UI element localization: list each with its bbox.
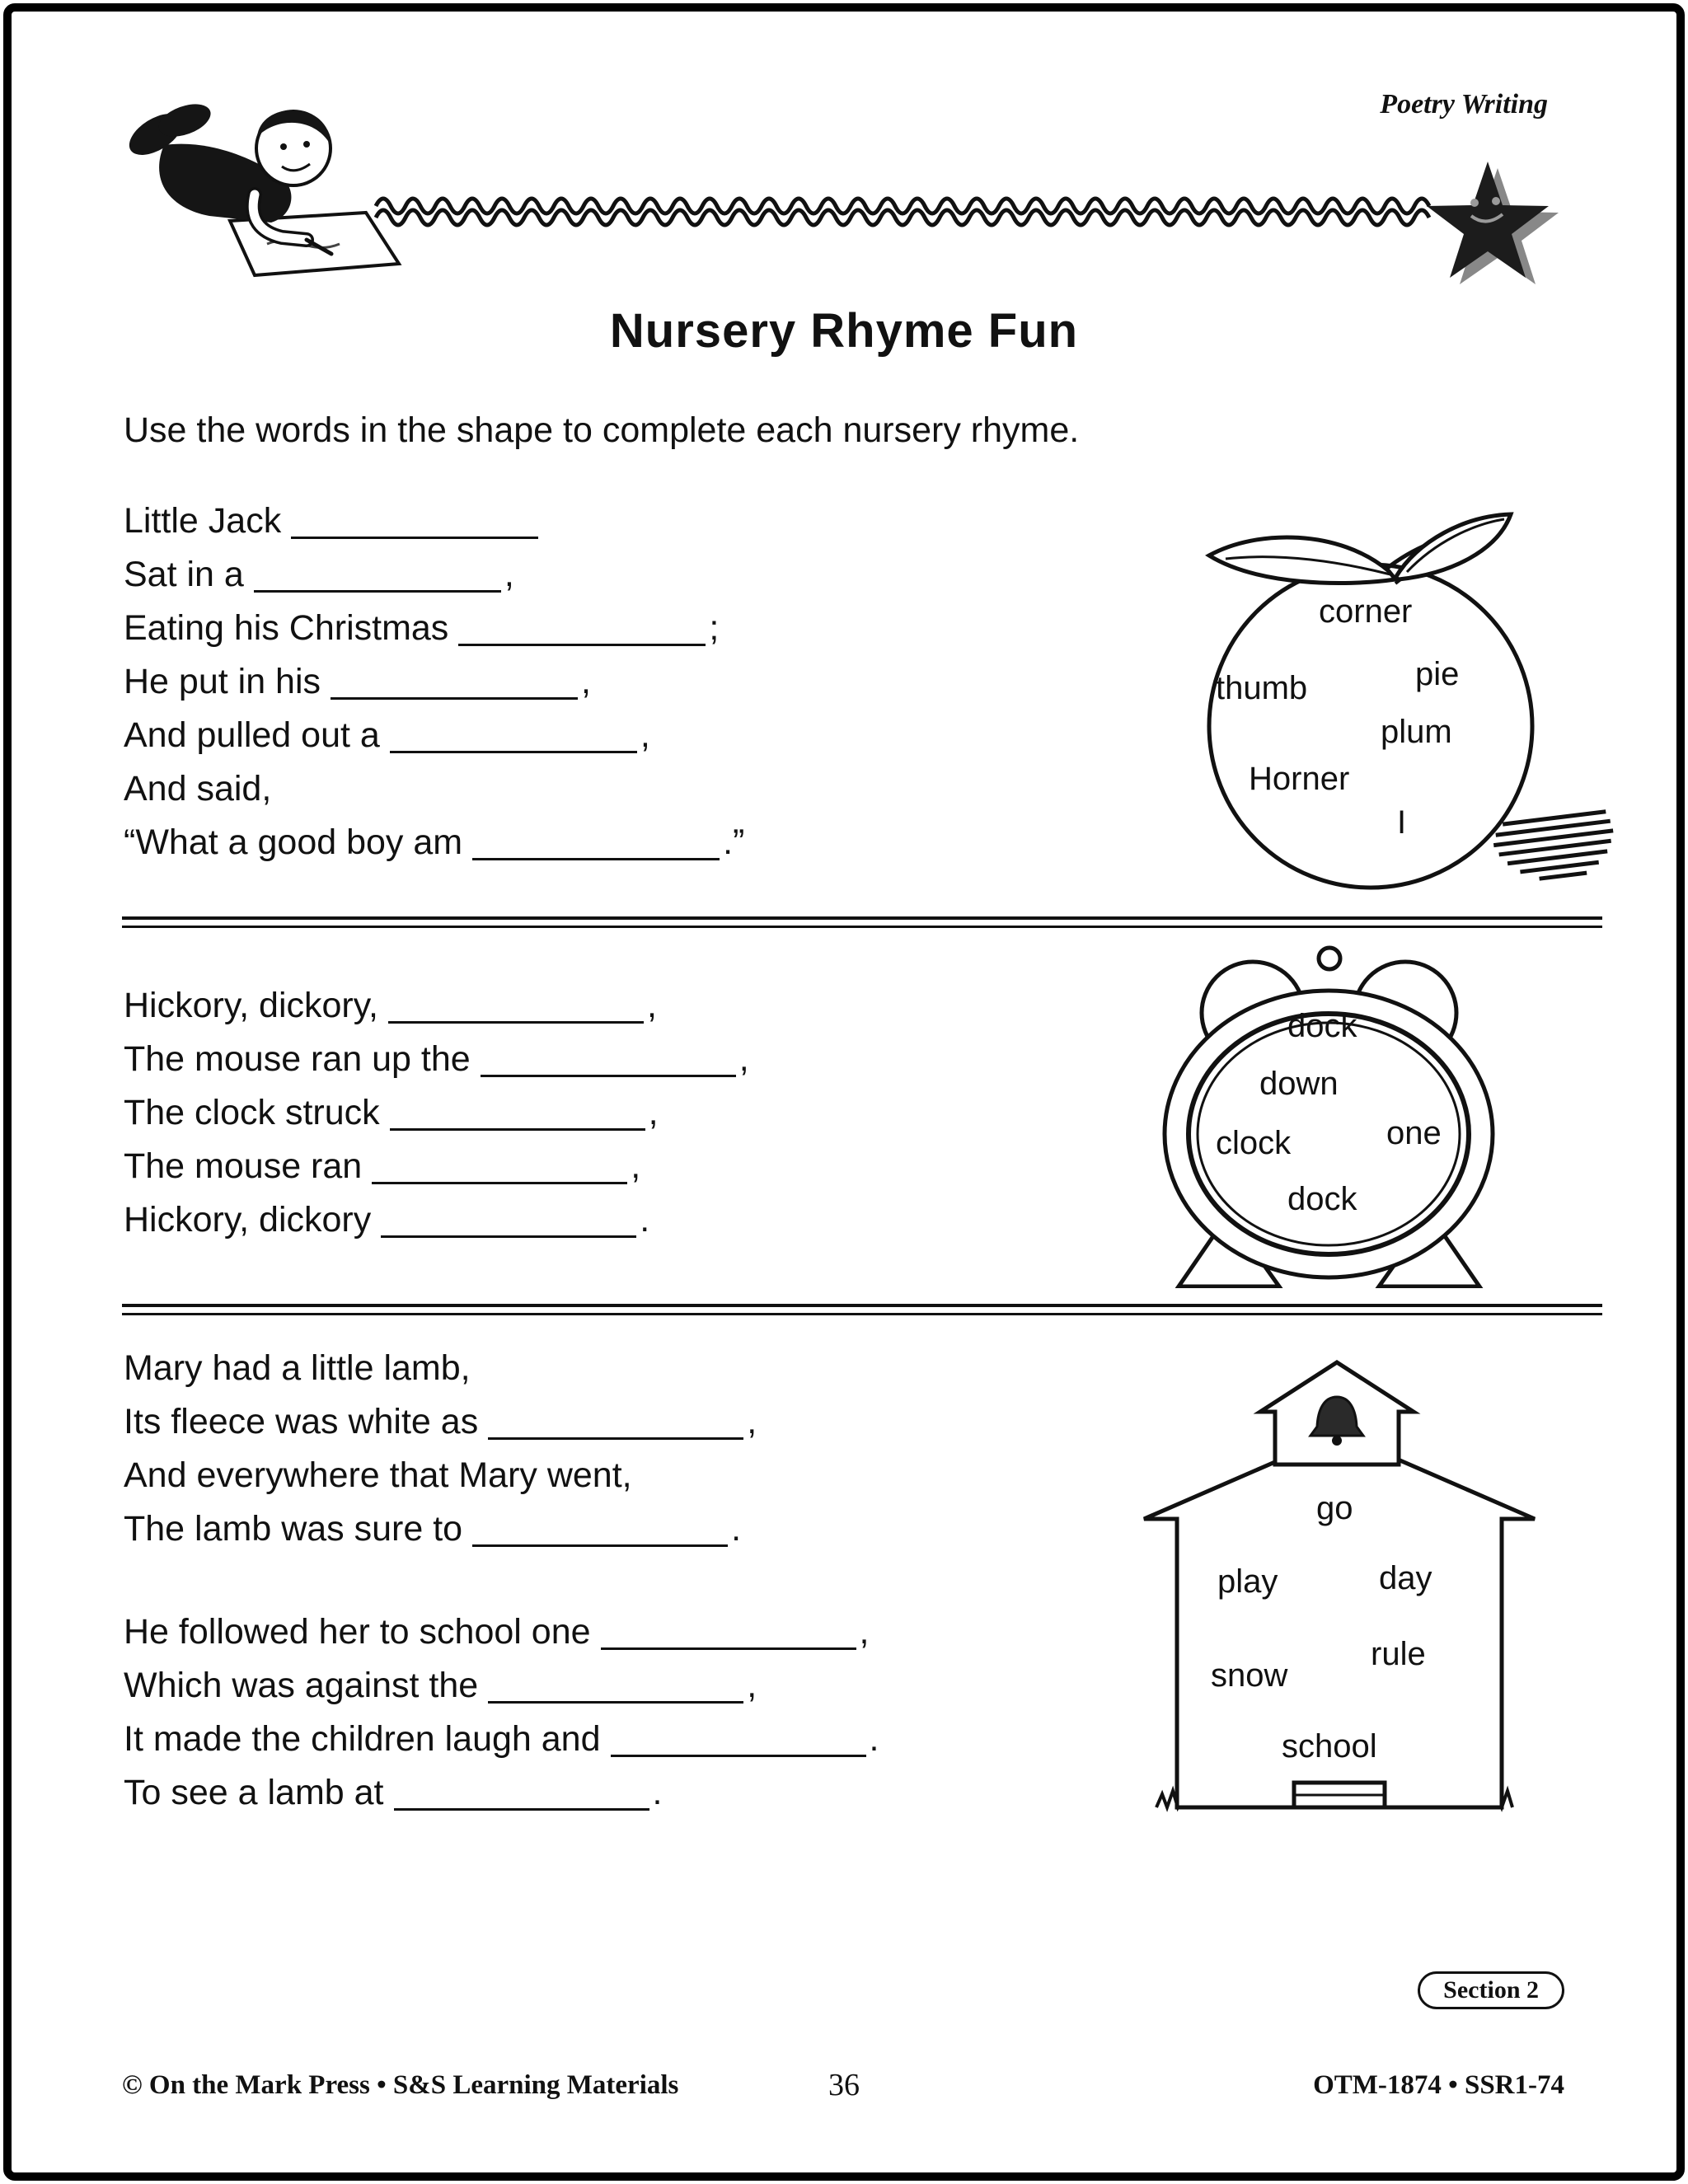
section-header-label: Poetry Writing [1380, 89, 1548, 120]
word-bank-word: play [1217, 1563, 1278, 1600]
word-bank-word: go [1316, 1490, 1353, 1526]
rhyme-line: Its fleece was white as , [124, 1402, 757, 1441]
word-bank-word: pie [1415, 656, 1460, 692]
fill-in-blank [611, 1719, 866, 1757]
rhyme-hickory-text [124, 979, 749, 1247]
word-bank-word: dock [1287, 1181, 1357, 1217]
plum-shape [1133, 493, 1615, 901]
fill-in-blank [472, 1509, 728, 1547]
fill-in-blank [390, 715, 637, 753]
word-bank-word: school [1282, 1728, 1377, 1765]
catalog-code: OTM-1874 • SSR1-74 [1313, 2070, 1564, 2100]
section-divider [122, 1304, 1602, 1315]
rhyme-line: It made the children laugh and . [124, 1719, 879, 1759]
fill-in-blank [472, 823, 720, 860]
word-bank-word: plum [1381, 714, 1452, 750]
section-badge: Section 2 [1418, 1971, 1564, 2009]
fill-in-blank [390, 1093, 645, 1131]
rhyme-jack-horner-text [124, 494, 744, 869]
word-bank-word: I [1397, 804, 1407, 841]
word-bank-word: thumb [1216, 670, 1308, 706]
rhyme-line: And pulled out a , [124, 715, 650, 755]
alarm-clock-shape [1154, 934, 1504, 1288]
word-bank-word: corner [1319, 593, 1413, 630]
rhyme-line: Hickory, dickory, , [124, 986, 657, 1025]
word-bank-word: down [1259, 1066, 1339, 1102]
rhyme-line: Little Jack [124, 494, 744, 548]
rhyme-line: Eating his Christmas ; [124, 608, 720, 648]
rhyme-line: “What a good boy am .” [124, 823, 745, 862]
word-bank-word: snow [1211, 1657, 1288, 1694]
page-title: Nursery Rhyme Fun [609, 304, 1079, 358]
rhyme-line: The clock struck , [124, 1093, 659, 1132]
star-illustration [1420, 153, 1560, 293]
rhyme-line: Which was against the , [124, 1666, 757, 1705]
fill-in-blank [394, 1773, 649, 1811]
fill-in-blank [372, 1146, 627, 1184]
fill-in-blank [254, 555, 501, 593]
rhyme-line: Sat in a , [124, 555, 514, 594]
rhyme-mary-lamb-text-1 [124, 1342, 757, 1556]
word-bank-word: rule [1371, 1636, 1426, 1672]
alarm-clock-illustration [1154, 934, 1504, 1288]
instruction-text: Use the words in the shape to complete each nursery rhyme. [124, 410, 1080, 450]
word-bank-word: dock [1287, 1008, 1357, 1044]
word-bank-word: one [1386, 1115, 1442, 1151]
section-divider [122, 916, 1602, 928]
word-bank-word: Horner [1249, 761, 1350, 797]
fill-in-blank [388, 986, 644, 1024]
schoolhouse-shape [1142, 1356, 1537, 1817]
fill-in-blank [458, 608, 706, 646]
rhyme-line: The mouse ran up the , [124, 1039, 749, 1079]
rhyme-line: The mouse ran , [124, 1146, 641, 1186]
fill-in-blank [488, 1402, 743, 1440]
word-bank-word: clock [1216, 1125, 1292, 1161]
rhyme-line: To see a lamb at . [124, 1773, 663, 1812]
page-number: 36 [828, 2068, 860, 2102]
rhyme-mary-lamb-text-2 [124, 1605, 879, 1820]
publisher-credit: © On the Mark Press • S&S Learning Materials [122, 2070, 679, 2100]
fill-in-blank [488, 1666, 743, 1704]
fill-in-blank [381, 1200, 636, 1238]
rhyme-line: Mary had a little lamb, [124, 1348, 471, 1388]
fill-in-blank [601, 1612, 856, 1650]
rhyme-line: He followed her to school one , [124, 1612, 870, 1652]
rhyme-line: And said, [124, 769, 272, 808]
child-writing-illustration [119, 97, 404, 287]
rhyme-line: And everywhere that Mary went, [124, 1455, 632, 1495]
plum-illustration [1133, 493, 1615, 901]
word-bank-word: day [1379, 1560, 1432, 1596]
fill-in-blank [481, 1039, 736, 1077]
rhyme-line: He put in his , [124, 662, 591, 701]
squiggle-divider [373, 190, 1436, 236]
child-writing-drawing [119, 97, 404, 287]
star-icon [1420, 153, 1560, 293]
fill-in-blank [291, 501, 538, 539]
fill-in-blank [331, 662, 578, 700]
rhyme-line: Hickory, dickory . [124, 1200, 650, 1240]
rhyme-line: The lamb was sure to . [124, 1509, 742, 1549]
